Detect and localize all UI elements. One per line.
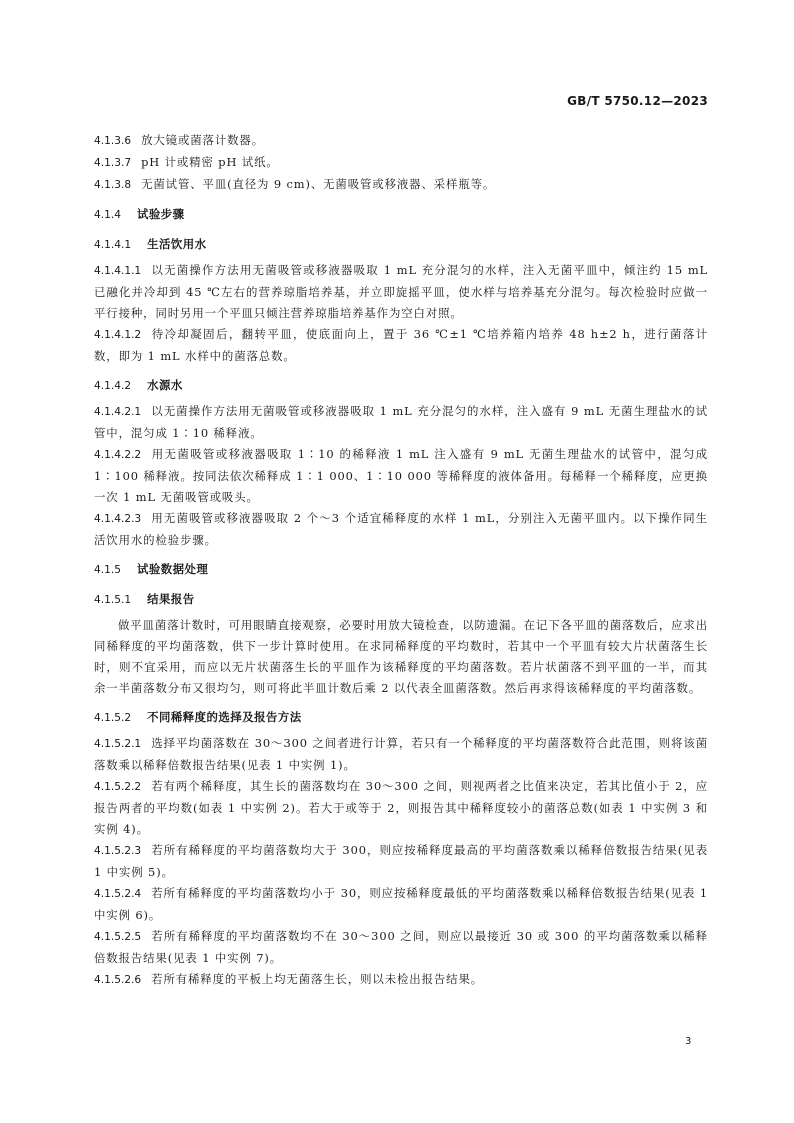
para-number: 4.1.5.2.4	[94, 888, 142, 900]
para-4-1-5-2-3	[94, 840, 708, 883]
para-number: 4.1.4.1.2	[94, 329, 142, 341]
para-text: 用无菌吸管或移液器吸取 2 个～3 个适宜稀释度的水样 1 mL，分别注入无菌平皿内。以下操作同生活饮用水的检验步骤。	[94, 511, 708, 547]
para-4-1-5-2-5	[94, 926, 708, 969]
para-number: 4.1.5.2.1	[94, 738, 142, 750]
para-number: 4.1.5.2.3	[94, 845, 142, 857]
para-text: 若所有稀释度的平均菌落数均小于 30，则应按稀释度最低的平均菌落数乘以稀释倍数报告结果(见表 1 中实例 6)。	[94, 886, 708, 922]
para-text: 若所有稀释度的平板上均无菌落生长，则以未检出报告结果。	[151, 972, 484, 986]
item-number: 4.1.3.6	[94, 135, 132, 147]
item-text: 放大镜或菌落计数器。	[141, 133, 264, 147]
para-4-1-5-2-2	[94, 776, 708, 840]
heading-title: 结果报告	[147, 592, 195, 606]
para-number: 4.1.4.2.1	[94, 406, 142, 418]
para-number: 4.1.4.2.2	[94, 449, 142, 461]
para-number: 4.1.4.1.1	[94, 265, 142, 277]
heading-title: 不同稀释度的选择及报告方法	[147, 710, 302, 724]
heading-title: 水源水	[147, 378, 183, 392]
heading-title: 试验数据处理	[136, 562, 209, 576]
heading-number: 4.1.5.2	[94, 712, 132, 724]
heading-title: 试验步骤	[136, 207, 185, 221]
heading-title: 生活饮用水	[147, 237, 207, 251]
heading-4-1-4-2	[94, 375, 708, 397]
heading-4-1-5	[94, 559, 708, 581]
para-4-1-4-2-3	[94, 508, 708, 551]
para-number: 4.1.5.2.6	[94, 974, 142, 986]
para-4-1-5-2-1	[94, 733, 708, 776]
page-number: 3	[685, 1036, 692, 1047]
para-text: 以无菌操作方法用无菌吸管或移液器吸取 1 mL 充分混匀的水样，注入无菌平皿中，倾注约 15 mL 已融化并冷却到 45 ℃左右的营养琼脂培养基，并立即旋摇平皿，使水样与培养基充分混匀。每次检验时应做一平行接种，同时另用一个平皿只倾注营养琼脂培养基作为空白对照。	[94, 263, 708, 320]
para-number: 4.1.4.2.3	[94, 513, 142, 525]
heading-4-1-4-1	[94, 234, 708, 256]
para-4-1-4-2-1	[94, 401, 708, 444]
para-number: 4.1.5.2.2	[94, 781, 142, 793]
heading-4-1-5-2	[94, 707, 708, 729]
para-text: 若有两个稀释度，其生长的菌落数均在 30～300 之间，则视两者之比值来决定，若其比值小于 2，应报告两者的平均数(如表 1 中实例 2)。若大于或等于 2，则报告其中稀释度较小的菌落总数(如表 1 中实例 3 和实例 4)。	[94, 779, 708, 836]
para-text: 选择平均菌落数在 30～300 之间者进行计算，若只有一个稀释度的平均菌落数符合此范围，则将该菌落数乘以稀释倍数报告结果(见表 1 中实例 1)。	[94, 736, 708, 772]
document-body	[94, 130, 708, 991]
heading-number: 4.1.4	[94, 209, 121, 221]
item-number: 4.1.3.8	[94, 179, 132, 191]
para-text: 用无菌吸管或移液器吸取 1∶10 的稀释液 1 mL 注入盛有 9 mL 无菌生理盐水的试管中，混匀成 1∶100 稀释液。按同法依次稀释成 1∶1 000、1∶10 000 等稀释度的液体备用。每稀释一个稀释度，应更换一次 1 mL 无菌吸管或吸头。	[94, 447, 708, 504]
heading-number: 4.1.5.1	[94, 594, 132, 606]
para-4-1-5-1-body: 做平皿菌落计数时，可用眼睛直接观察，必要时用放大镜检查，以防遗漏。在记下各平皿的菌落数后，应求出同稀释度的平均菌落数，供下一步计算时使用。在求同稀释度的平均数时，若其中一个平皿有较大片状菌落生长时，则不宜采用，而应以无片状菌落生长的平皿作为该稀释度的平均菌落数。若片状菌落不到平皿的一半，而其余一半菌落数分布又很均匀，则可将此半皿计数后乘 2 以代表全皿菌落数。然后再求得该稀释度的平均菌落数。	[94, 618, 708, 695]
item-number: 4.1.3.7	[94, 157, 132, 169]
heading-number: 4.1.5	[94, 564, 121, 576]
heading-4-1-5-1	[94, 589, 708, 611]
para-text: 待冷却凝固后，翻转平皿，使底面向上，置于 36 ℃±1 ℃培养箱内培养 48 h±2 h，进行菌落计数，即为 1 mL 水样中的菌落总数。	[94, 327, 708, 363]
para-text: 若所有稀释度的平均菌落数均大于 300，则应按稀释度最高的平均菌落数乘以稀释倍数报告结果(见表 1 中实例 5)。	[94, 843, 708, 879]
para-4-1-4-1-2	[94, 324, 708, 367]
para-4-1-4-2-2	[94, 444, 708, 508]
para-text: 以无菌操作方法用无菌吸管或移液器吸取 1 mL 充分混匀的水样，注入盛有 9 mL 无菌生理盐水的试管中，混匀成 1∶10 稀释液。	[94, 404, 708, 440]
para-4-1-5-2-6	[94, 969, 708, 991]
item-4-1-3-8	[94, 174, 708, 196]
item-4-1-3-6	[94, 130, 708, 152]
heading-number: 4.1.4.1	[94, 239, 132, 251]
item-text: 无菌试管、平皿(直径为 9 cm)、无菌吸管或移液器、采样瓶等。	[141, 177, 496, 191]
item-text: pH 计或精密 pH 试纸。	[141, 155, 279, 169]
para-text: 若所有稀释度的平均菌落数均不在 30～300 之间，则应以最接近 30 或 300 的平均菌落数乘以稀释倍数报告结果(见表 1 中实例 7)。	[94, 929, 708, 965]
item-4-1-3-7	[94, 152, 708, 174]
heading-4-1-4	[94, 204, 708, 226]
para-4-1-5-2-4	[94, 883, 708, 926]
para-4-1-4-1-1	[94, 260, 708, 324]
heading-number: 4.1.4.2	[94, 380, 132, 392]
para-number: 4.1.5.2.5	[94, 931, 142, 943]
standard-code: GB/T 5750.12—2023	[567, 94, 708, 108]
